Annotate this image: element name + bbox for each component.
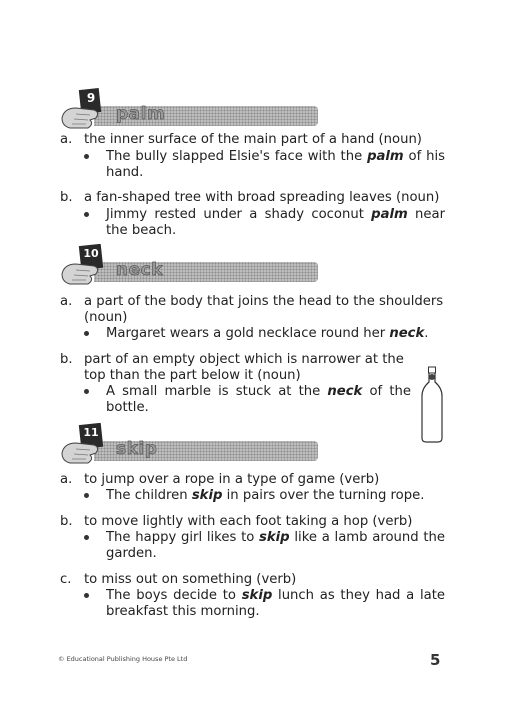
sense-letter: b. (60, 190, 73, 205)
bottle-icon (420, 366, 444, 444)
example-text: A small marble is stuck at the (106, 384, 328, 399)
example-text: of his hand. (106, 149, 445, 180)
entry-word: neck (116, 260, 164, 280)
definition-item (60, 472, 445, 488)
entry-banner-skip (60, 423, 318, 467)
definition-text: to jump over a rope in a type of game (verb) (84, 472, 380, 487)
bullet-icon (84, 154, 89, 159)
bullet-icon (84, 493, 89, 498)
example-sentence (84, 530, 445, 561)
example-keyword: skip (259, 530, 290, 545)
example-text: like a lamb around the garden. (106, 530, 445, 561)
example-keyword: neck (327, 384, 363, 399)
definition-item (60, 190, 445, 206)
example-sentence (84, 149, 445, 180)
example-keyword: neck (389, 326, 425, 341)
example-text: in pairs over the turning rope. (222, 488, 425, 503)
example-text: Jimmy rested under a shady coconut (106, 207, 372, 222)
entry-word: palm (116, 104, 166, 124)
sense-letter: a. (60, 472, 73, 487)
definition-item (60, 294, 445, 325)
example-sentence (84, 588, 445, 619)
example-text: The bully slapped Elsie's face with the (106, 149, 368, 164)
definition-text: the inner surface of the main part of a hand (noun) (84, 132, 422, 147)
example-text: Margaret wears a gold necklace round her (106, 326, 390, 341)
definition-text: to miss out on something (verb) (84, 572, 297, 587)
example-text: . (424, 326, 429, 341)
entry-banner-palm (60, 88, 318, 132)
page-number: 5 (430, 651, 441, 669)
example-text: The boys decide to (106, 588, 242, 603)
entry-number: 9 (86, 91, 96, 105)
example-text: lunch as they had a late breakfast this morning. (106, 588, 445, 619)
sense-letter: a. (60, 132, 73, 147)
sense-letter: b. (60, 352, 73, 367)
definition-item (60, 572, 445, 588)
bullet-icon (84, 389, 89, 394)
definition-item (60, 352, 410, 383)
bullet-icon (84, 593, 89, 598)
example-text: The children (106, 488, 192, 503)
example-sentence (84, 326, 445, 342)
example-text: The happy girl likes to (106, 530, 260, 545)
sense-letter: c. (60, 572, 72, 587)
example-keyword: skip (241, 588, 273, 603)
entry-banner-neck (60, 244, 318, 288)
definition-text: a part of the body that joins the head to the shoulders (noun) (84, 294, 444, 325)
definition-text: a fan-shaped tree with broad spreading leaves (noun) (84, 190, 440, 205)
example-keyword: palm (367, 149, 404, 164)
example-text: of the bottle. (106, 384, 411, 415)
bullet-icon (84, 331, 89, 336)
example-sentence (84, 384, 411, 415)
entry-number: 11 (83, 426, 99, 439)
copyright-notice: © Educational Publishing House Pte Ltd (58, 655, 188, 663)
entry-word: skip (116, 439, 158, 459)
entry-number: 10 (83, 247, 99, 260)
definition-item (60, 132, 445, 148)
definition-text: part of an empty object which is narrower at the top than the part below it (noun) (84, 352, 404, 383)
example-text: near the beach. (106, 207, 446, 238)
bullet-icon (84, 535, 89, 540)
definition-item (60, 514, 445, 530)
sense-letter: b. (60, 514, 73, 529)
definition-text: to move lightly with each foot taking a hop (verb) (84, 514, 413, 529)
example-keyword: skip (191, 488, 223, 503)
example-keyword: palm (371, 207, 408, 222)
bullet-icon (84, 212, 89, 217)
example-sentence (84, 207, 445, 238)
example-sentence (84, 488, 445, 504)
sense-letter: a. (60, 294, 73, 309)
